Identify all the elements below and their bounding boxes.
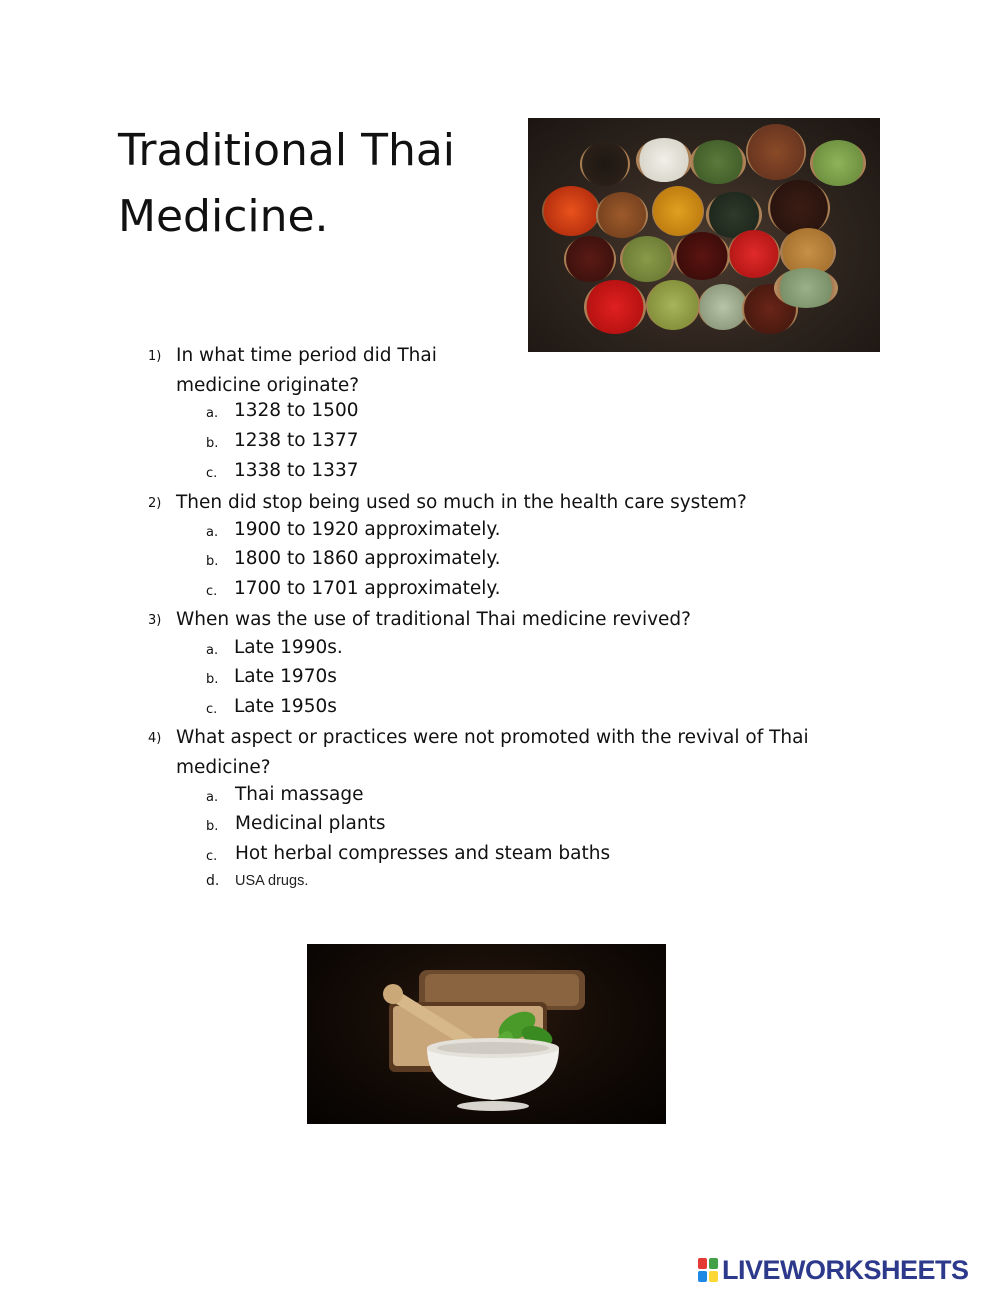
spices-photo — [528, 118, 880, 352]
question-2-option-a-letter: a. — [206, 525, 219, 540]
question-4-line-2: medicine? — [176, 756, 271, 778]
question-1-option-c-letter: c. — [206, 466, 218, 481]
question-3-option-a-letter: a. — [206, 643, 219, 658]
question-2-line-1: Then did stop being used so much in the health care system? — [176, 492, 747, 513]
liveworksheets-logo-text: LIVEWORKSHEETS — [722, 1254, 969, 1285]
question-4-option-b[interactable]: Medicinal plants — [235, 813, 386, 834]
mortar-and-pestle-photo — [307, 944, 666, 1124]
question-3-line-1: When was the use of traditional Thai medicine revived? — [176, 609, 691, 630]
question-4-option-c[interactable]: Hot herbal compresses and steam baths — [235, 843, 611, 864]
question-2-option-b[interactable]: 1800 to 1860 approximately. — [234, 548, 501, 569]
question-1-line-2: medicine originate? — [176, 374, 360, 396]
question-4-option-d-letter: d. — [206, 873, 220, 889]
liveworksheets-logo-icon — [697, 1257, 719, 1283]
question-4-option-b-letter: b. — [206, 819, 219, 834]
question-3-text — [176, 605, 691, 635]
question-1-option-b[interactable]: 1238 to 1377 — [234, 430, 359, 451]
question-1-line-1: In what time period did Thai — [176, 345, 437, 366]
question-2-number: 2) — [148, 496, 162, 511]
mortar-illustration — [307, 944, 666, 1124]
question-1-option-c[interactable]: 1338 to 1337 — [234, 460, 359, 481]
question-2-option-a[interactable]: 1900 to 1920 approximately. — [234, 519, 501, 540]
question-4-text — [176, 723, 809, 782]
question-4-option-d[interactable]: USA drugs. — [235, 873, 309, 889]
question-3-option-b[interactable]: Late 1970s — [234, 666, 337, 687]
question-4-option-a-letter: a. — [206, 790, 219, 805]
question-3-option-b-letter: b. — [206, 672, 219, 687]
question-1-option-a[interactable]: 1328 to 1500 — [234, 400, 359, 421]
question-3-option-a[interactable]: Late 1990s. — [234, 637, 343, 658]
worksheet-title — [118, 118, 455, 250]
question-4-option-a[interactable]: Thai massage — [235, 784, 364, 805]
question-4-line-1: What aspect or practices were not promoted with the revival of Thai — [176, 727, 809, 748]
title-line-1: Traditional Thai — [118, 125, 456, 176]
question-3-option-c[interactable]: Late 1950s — [234, 696, 337, 717]
title-line-2: Medicine. — [118, 191, 329, 242]
question-1-number: 1) — [148, 349, 162, 364]
question-2-text — [176, 488, 747, 518]
question-1-option-b-letter: b. — [206, 436, 219, 451]
question-1-text — [176, 341, 437, 400]
question-4-number: 4) — [148, 731, 162, 746]
liveworksheets-logo — [697, 1255, 969, 1285]
question-2-option-b-letter: b. — [206, 554, 219, 569]
question-2-option-c[interactable]: 1700 to 1701 approximately. — [234, 578, 501, 599]
question-2-option-c-letter: c. — [206, 584, 218, 599]
question-1-option-a-letter: a. — [206, 406, 219, 421]
question-3-option-c-letter: c. — [206, 702, 218, 717]
question-3-number: 3) — [148, 613, 162, 628]
question-4-option-c-letter: c. — [206, 849, 218, 864]
